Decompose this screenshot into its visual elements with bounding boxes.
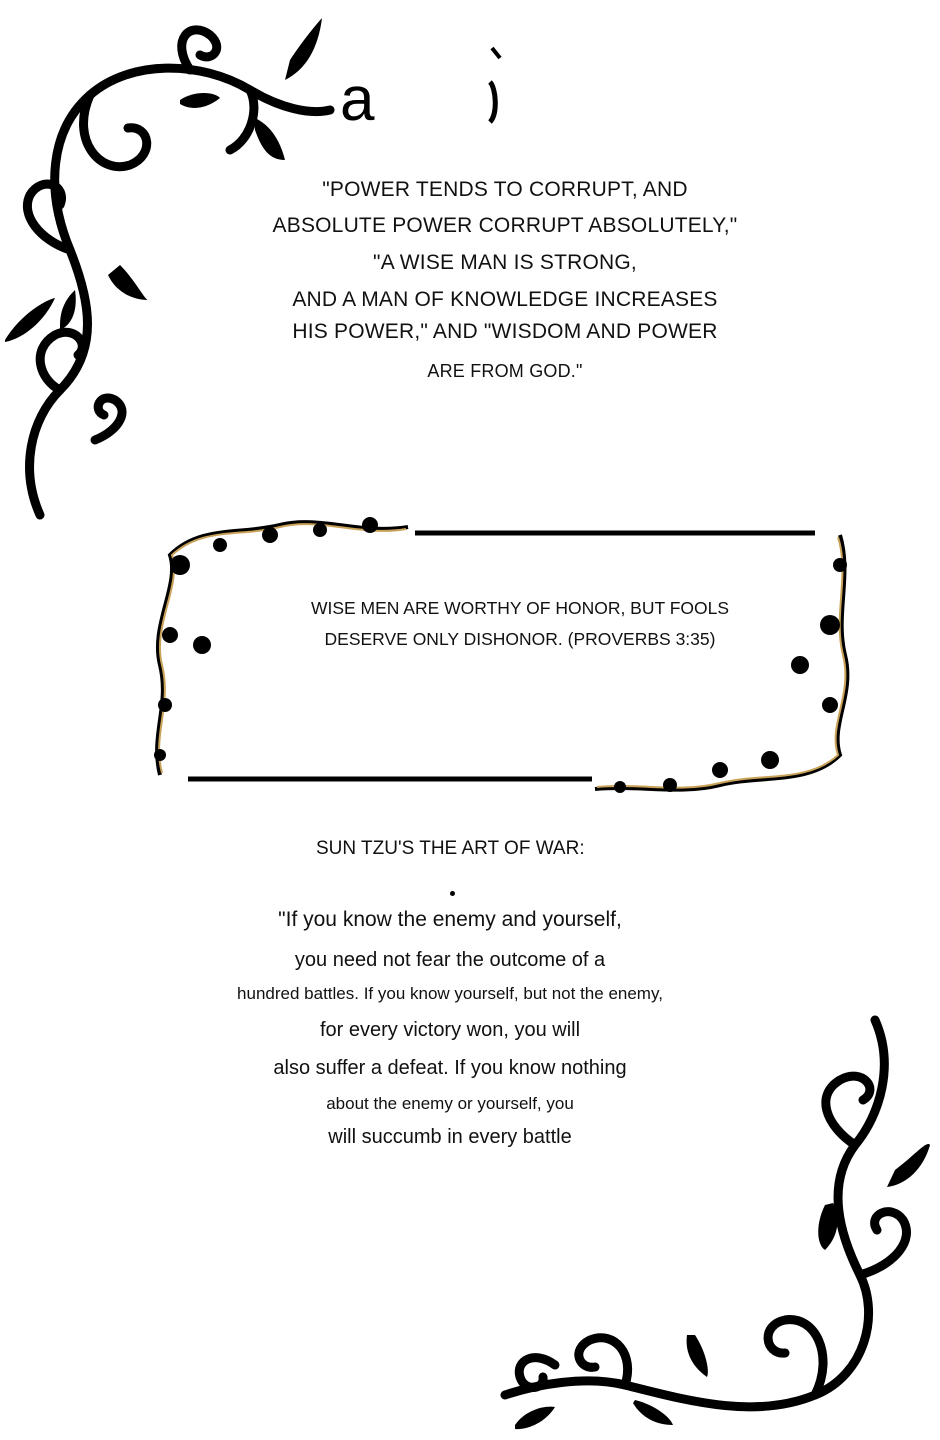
proverb-line: DESERVE ONLY DISHONOR. (PROVERBS 3:35)	[324, 629, 716, 649]
corner-vine-ornament-bottom-right	[495, 1005, 940, 1440]
quote-line: "POWER TENDS TO CORRUPT, AND	[322, 178, 688, 201]
quote-line: for every victory won, you will	[319, 1019, 581, 1041]
ornamental-frame	[140, 505, 860, 805]
quote-line: also suffer a defeat. If you know nothing	[273, 1057, 627, 1079]
proverb-line: WISE MEN ARE WORTHY OF HONOR, BUT FOOLS	[310, 598, 730, 618]
title-letter-fragment	[486, 44, 506, 124]
quote-line: ARE FROM GOD."	[427, 361, 583, 381]
quote-line: HIS POWER," AND "WISDOM AND POWER	[292, 320, 718, 343]
quote-line: AND A MAN OF KNOWLEDGE INCREASES	[292, 288, 718, 311]
quote-line: you need not fear the outcome of a	[294, 949, 606, 971]
dot-mark	[450, 891, 455, 896]
quote-line: about the enemy or yourself, you	[326, 1094, 574, 1113]
quote-line: "If you know the enemy and yourself,	[278, 908, 622, 931]
quote-line: "A WISE MAN IS STRONG,	[373, 251, 637, 274]
quote-line: ABSOLUTE POWER CORRUPT ABSOLUTELY,"	[272, 214, 738, 237]
page-title-fragment: a	[340, 65, 375, 134]
quote-line: will succumb in every battle	[328, 1126, 572, 1148]
quote-line: hundred battles. If you know yourself, but not the enemy,	[237, 984, 663, 1003]
section-heading: SUN TZU'S THE ART OF WAR:	[316, 838, 585, 859]
